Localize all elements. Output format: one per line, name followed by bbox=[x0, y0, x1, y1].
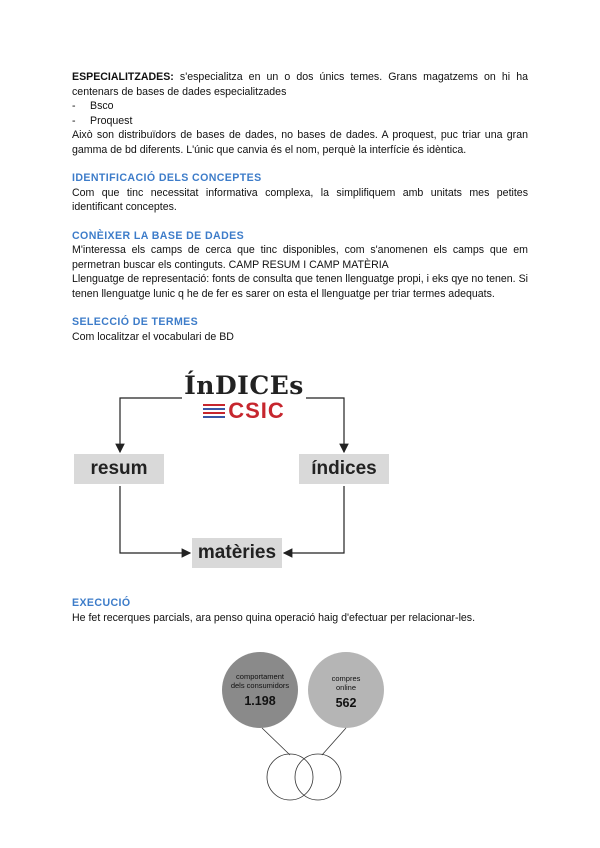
venn-left-label-line: dels consumidors bbox=[230, 681, 290, 690]
venn-diagram bbox=[222, 652, 402, 802]
execucio-text: He fet recerques parcials, ara penso quina operació haig d'efectuar per relacionar-les. bbox=[72, 611, 476, 624]
specialitzades-text: s'especialitza en un o dos únics temes. Grans magatzems on hi ha centenars de bases de dades especialitzades bbox=[72, 71, 528, 98]
logo-csic-text: CSIC bbox=[228, 398, 285, 423]
venn-left-value: 1.198 bbox=[244, 694, 276, 708]
venn-right-label-line: online bbox=[335, 683, 357, 692]
connector-line bbox=[322, 728, 346, 755]
logo-bottom bbox=[184, 400, 304, 422]
seleccio-section bbox=[72, 315, 528, 344]
distributors-paragraph: Això son distribuïdors de bases de dades, no bases de dades. A proquest, puc triar una gran gamma de bd diferents. L'únic que canvia és el nom, perquè la interfície és idèntica. bbox=[72, 129, 528, 156]
connector-line bbox=[262, 728, 290, 755]
box-materies: matèries bbox=[192, 538, 282, 568]
venn-overlap-outline bbox=[222, 652, 402, 802]
coneixer-text-1: M'interessa els camps de cerca que tinc disponibles, com s'anomenen els camps que em permetran buscar els continguts. CAMP RESUM I CAMP MATÈRIA bbox=[72, 244, 528, 271]
seleccio-heading: SELECCIÓ DE TERMES bbox=[72, 316, 199, 328]
arrow-logo-to-resum bbox=[120, 398, 182, 452]
arrow-resum-to-materies bbox=[120, 486, 190, 553]
venn-right-label-line: compres bbox=[331, 674, 361, 683]
coneixer-section bbox=[72, 229, 528, 302]
distributor-list bbox=[72, 99, 528, 128]
arrow-indices-to-materies bbox=[284, 486, 344, 553]
list-item: - Proquest bbox=[72, 114, 528, 129]
list-item: - Bsco bbox=[72, 99, 528, 114]
stripe bbox=[203, 412, 225, 414]
stripe bbox=[203, 408, 225, 410]
seleccio-text: Com localitzar el vocabulari de BD bbox=[72, 330, 234, 343]
vocabulary-diagram bbox=[74, 372, 386, 572]
stripe bbox=[203, 404, 225, 406]
venn-left-label-line: comportament bbox=[236, 672, 284, 681]
specialitzades-label: ESPECIALITZADES: bbox=[72, 71, 174, 83]
specialitzades-paragraph bbox=[72, 70, 528, 99]
logo-top-text: ÍnDICEs bbox=[184, 371, 304, 400]
box-indices: índices bbox=[299, 454, 389, 484]
arrow-logo-to-indices bbox=[306, 398, 344, 452]
identificacio-text: Com que tinc necessitat informativa complexa, la simplifiquem amb unitats mes petites identificant conceptes. bbox=[72, 186, 528, 213]
small-circle-right bbox=[295, 754, 341, 800]
identificacio-heading: IDENTIFICACIÓ DELS CONCEPTES bbox=[72, 172, 262, 184]
identificacio-section bbox=[72, 171, 528, 215]
indices-csic-logo bbox=[184, 372, 304, 424]
small-circle-left bbox=[267, 754, 313, 800]
csic-stripes-icon bbox=[203, 404, 225, 418]
box-resum: resum bbox=[74, 454, 164, 484]
stripe bbox=[203, 416, 225, 418]
coneixer-heading: CONÈIXER LA BASE DE DADES bbox=[72, 229, 245, 242]
venn-right-value: 562 bbox=[335, 696, 357, 710]
document-body bbox=[72, 70, 528, 344]
coneixer-text-2: Llenguatge de representació: fonts de consulta que tenen llenguatge propi, i eks qye no tenen. Si tenen llenguatge lunic q he de fer es sarer on esta el llenguatge per triar termes adequats. bbox=[72, 273, 528, 300]
execucio-section bbox=[72, 596, 528, 625]
execucio-heading: EXECUCIÓ bbox=[72, 597, 131, 609]
